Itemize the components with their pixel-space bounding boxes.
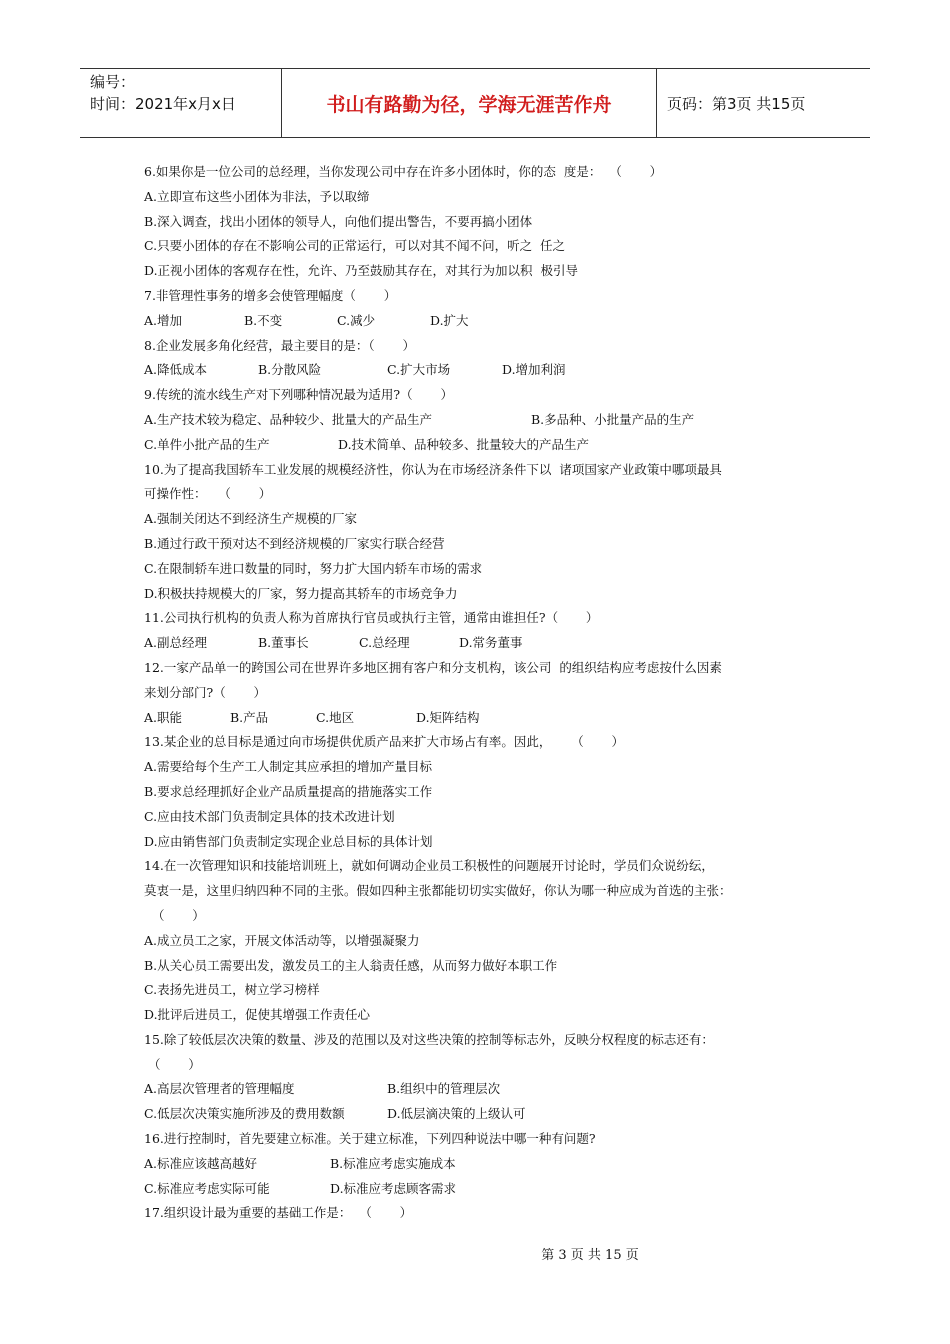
text-line: 16.进行控制时，首先要建立标准。关于建立标准，下列四种说法中哪一种有问题? (144, 1131, 596, 1147)
option: A.生产技术较为稳定、品种较少、批量大的产品生产 (144, 411, 433, 427)
option: D.技术简单、品种较多、批量较大的产品生产 (338, 436, 590, 452)
text-line: D.应由销售部门负责制定实现企业总目标的具体计划 (144, 833, 433, 849)
text-line: B.通过行政干预对达不到经济规模的厂家实行联合经营 (144, 535, 445, 551)
text-line: B.要求总经理抓好企业产品质量提高的措施落实工作 (144, 783, 433, 799)
option: A.降低成本 (144, 362, 208, 378)
q16-options-row1 (144, 1152, 824, 1177)
text-line: 15.除了较低层次决策的数量、涉及的范围以及对这些决策的控制等标志外，反映分权程度的标志还有： (144, 1031, 714, 1047)
text-line: C.在限制轿车进口数量的同时，努力扩大国内轿车市场的需求 (144, 560, 483, 576)
option: B.标准应考虑实施成本 (330, 1155, 456, 1171)
doc-number-label: 编号： (90, 73, 136, 91)
option: D.扩大 (430, 312, 469, 328)
option: B.分散风险 (258, 362, 322, 378)
option: D.常务董事 (459, 635, 523, 651)
text-line: 11.公司执行机构的负责人称为首席执行官员或执行主管，通常由谁担任?（ ） (144, 610, 599, 626)
text-line: 可操作性： （ ） (144, 486, 272, 502)
q15-options-row1 (144, 1077, 824, 1102)
option: D.标准应考虑顾客需求 (330, 1180, 457, 1196)
option: C.总经理 (359, 635, 410, 651)
text-line: （ ） (144, 1056, 201, 1072)
text-line: C.只要小团体的存在不影响公司的正常运行，可以对其不闻不问，听之 任之 (144, 238, 566, 254)
text-line: 10.为了提高我国轿车工业发展的规模经济性，你认为在市场经济条件下以 诸项国家产业政策中哪项最具 (144, 461, 722, 477)
option: D.低层滴决策的上级认可 (387, 1106, 526, 1122)
header-meta (80, 69, 282, 137)
q8-options (144, 358, 824, 383)
option: A.职能 (144, 709, 183, 725)
option: B.多品种、小批量产品的生产 (531, 411, 695, 427)
text-line: 8.企业发展多角化经营，最主要目的是：（ ） (144, 337, 415, 353)
text-line: D.正视小团体的客观存在性，允许、乃至鼓励其存在，对其行为加以积 极引导 (144, 263, 578, 279)
doc-date-label: 时间：2021年x月x日 (90, 95, 236, 113)
option: C.标准应考虑实际可能 (144, 1180, 270, 1196)
q9-options-row1 (144, 408, 824, 433)
option: A.高层次管理者的管理幅度 (144, 1081, 295, 1097)
text-line: （ ） (144, 907, 205, 923)
header-motto: 书山有路勤为径，学海无涯苦作舟 (282, 69, 657, 137)
q11-options (144, 631, 824, 656)
text-line: 莫衷一是，这里归纳四种不同的主张。假如四种主张都能切切实实做好，你认为哪一种应成为首选的主张： (144, 883, 732, 899)
text-line: D.批评后进员工，促使其增强工作责任心 (144, 1007, 371, 1023)
q7-options (144, 309, 824, 334)
option: D.矩阵结构 (416, 709, 480, 725)
text-line: B.深入调查，找出小团体的领导人，向他们提出警告，不要再搞小团体 (144, 213, 533, 229)
option: B.董事长 (258, 635, 309, 651)
text-line: 9.传统的流水线生产对下列哪种情况最为适用?（ ） (144, 387, 453, 403)
text-line: 6.如果你是一位公司的总经理，当你发现公司中存在许多小团体时，你的态 度是： （ ） (144, 164, 663, 179)
option: C.单件小批产品的生产 (144, 436, 270, 452)
q12-options (144, 706, 824, 731)
text-line: 13.某企业的总目标是通过向市场提供优质产品来扩大市场占有率。因此， （ ） (144, 734, 625, 750)
option: C.减少 (337, 312, 376, 328)
q15-options-row2 (144, 1102, 824, 1127)
option: C.扩大市场 (387, 362, 451, 378)
q9-options-row2 (144, 433, 824, 458)
q16-options-row2 (144, 1177, 824, 1202)
option: A.副总经理 (144, 635, 208, 651)
text-line: 12.一家产品单一的跨国公司在世界许多地区拥有客户和分支机构，该公司 的组织结构应考虑按什么因素 (144, 659, 722, 675)
header-page-label: 页码：第3页 共15页 (667, 94, 806, 113)
text-line: A.强制关闭达不到经济生产规模的厂家 (144, 511, 358, 527)
option: D.增加利润 (502, 362, 566, 378)
page-header (80, 68, 870, 138)
text-line: 7.非管理性事务的增多会使管理幅度（ ） (144, 287, 397, 303)
option: B.产品 (230, 709, 269, 725)
option: B.不变 (244, 312, 283, 328)
page-footer: 第 3 页 共 15 页 (541, 1248, 639, 1263)
option: C.低层次决策实施所涉及的费用数额 (144, 1106, 345, 1122)
option: A.标准应该越高越好 (144, 1155, 258, 1171)
option: A.增加 (144, 312, 183, 328)
text-line: D.积极扶持规模大的厂家，努力提高其轿车的市场竞争力 (144, 585, 458, 601)
option: C.地区 (316, 709, 355, 725)
text-line: A.立即宣布这些小团体为非法，予以取缔 (144, 188, 370, 204)
text-line: A.成立员工之家，开展文体活动等，以增强凝聚力 (144, 932, 420, 948)
text-line: C.应由技术部门负责制定具体的技术改进计划 (144, 808, 395, 824)
text-line: B.从关心员工需要出发，激发员工的主人翁责任感，从而努力做好本职工作 (144, 957, 558, 973)
text-line: A.需要给每个生产工人制定其应承担的增加产量目标 (144, 759, 433, 775)
question-content (144, 160, 824, 1226)
text-line: 14.在一次管理知识和技能培训班上，就如何调动企业员工积极性的问题展开讨论时，学员们众说纷纭， (144, 858, 714, 874)
text-line: 来划分部门?（ ） (144, 684, 267, 700)
text-line: C.表扬先进员工，树立学习榜样 (144, 982, 320, 998)
option: B.组织中的管理层次 (387, 1081, 501, 1097)
text-line: 17.组织设计最为重要的基础工作是： （ ） (144, 1205, 413, 1221)
